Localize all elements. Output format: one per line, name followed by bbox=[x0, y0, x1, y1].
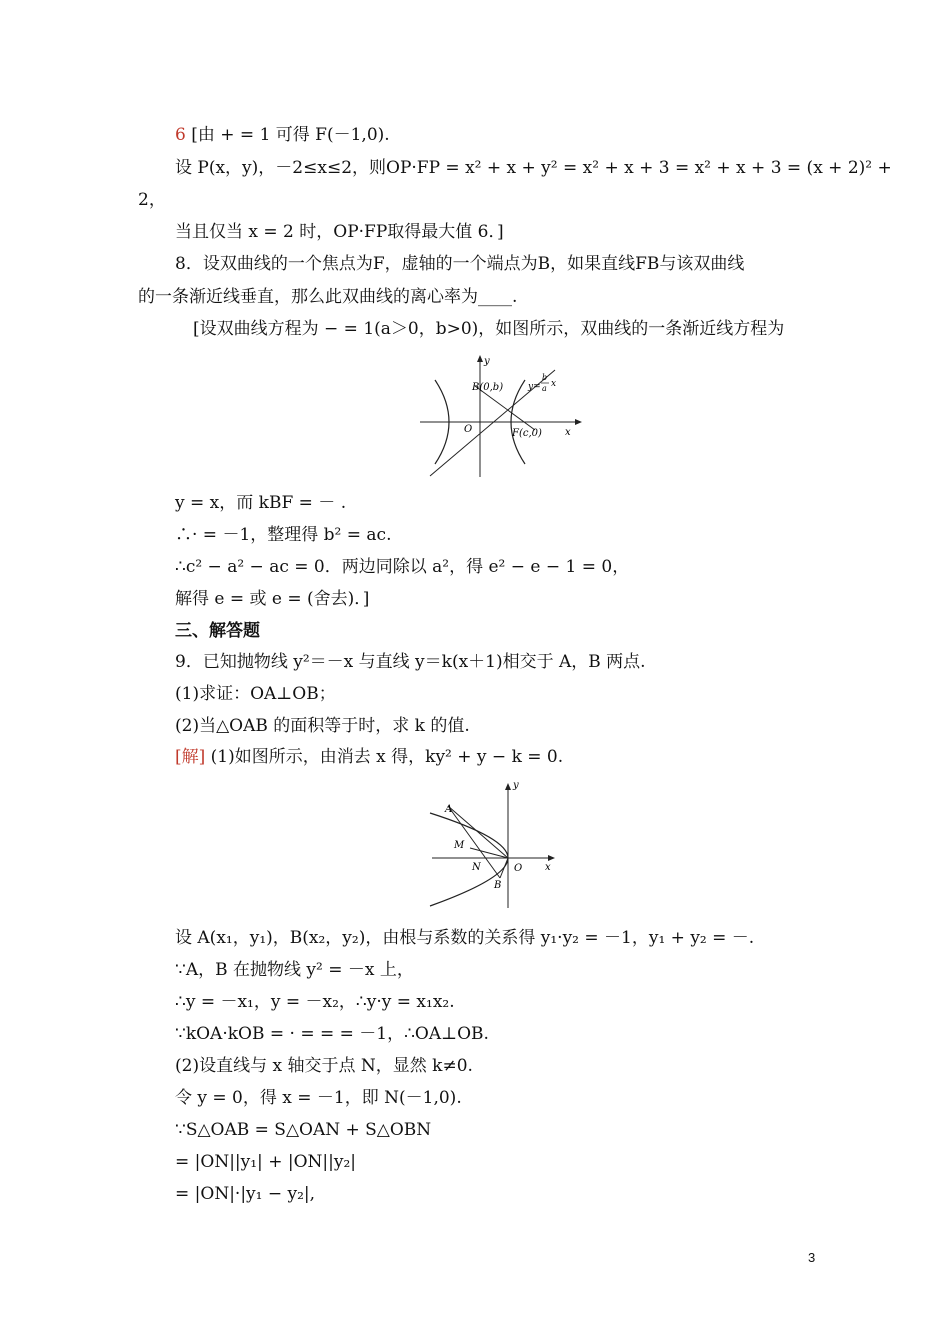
asymptote-label-x: x bbox=[551, 379, 557, 389]
text-line: 设 P(x，y)，－2≤x≤2，则OP·FP = x² + x + y² = x² + x + 3 = x² + x + 3 = (x + 2)² + bbox=[175, 158, 892, 178]
text-line: ∵kOA·kOB = · = = = －1，∴OA⊥OB. bbox=[175, 1024, 489, 1044]
text-line: ∴c² − a² − ac = 0．两边同除以 a²，得 e² − e − 1 = 0， bbox=[175, 557, 630, 577]
text-line: 设 A(x₁，y₁)，B(x₂，y₂)，由根与系数的关系得 y₁·y₂ = －1，y₁ + y₂ = －. bbox=[175, 928, 755, 948]
text-line: (2)设直线与 x 轴交于点 N，显然 k≠0. bbox=[175, 1056, 473, 1076]
question-8-cont: 的一条渐近线垂直，那么此双曲线的离心率为____. bbox=[138, 287, 518, 307]
text-line: y = x，而 kBF = － . bbox=[175, 493, 347, 513]
origin-label: O bbox=[464, 424, 473, 435]
x-axis-label: x bbox=[545, 862, 551, 873]
text-line: ∵A，B 在抛物线 y² = －x 上， bbox=[175, 960, 414, 980]
text-line: 当且仅当 x = 2 时，OP·FP取得最大值 6．] bbox=[175, 222, 504, 242]
text-line: 2， bbox=[138, 190, 166, 210]
point-m-label: M bbox=[454, 840, 465, 851]
y-axis-label: y bbox=[513, 780, 519, 791]
parabola-figure bbox=[420, 778, 560, 913]
solution-line: [解] (1)如图所示，由消去 x 得，ky² + y − k = 0. bbox=[175, 747, 564, 767]
point-a-label: A bbox=[445, 804, 453, 815]
text-line: ∵S△OAB = S△OAN + S△OBN bbox=[175, 1120, 432, 1140]
question-9-part-1: (1)求证：OA⊥OB； bbox=[175, 684, 336, 704]
y-axis-label: y bbox=[484, 356, 490, 367]
answer-line-7: 6 [由 + = 1 可得 F(－1,0). bbox=[175, 125, 390, 145]
question-9: 9．已知抛物线 y²＝－x 与直线 y＝k(x＋1)相交于 A，B 两点. bbox=[175, 652, 646, 672]
text-line: ∴· = －1，整理得 b² = ac. bbox=[175, 525, 392, 545]
text-line: = |ON||y₁| + |ON||y₂| bbox=[175, 1152, 356, 1172]
page-number: 3 bbox=[808, 1250, 816, 1265]
point-b-label: B bbox=[494, 880, 502, 891]
asymptote-label-lhs: y= bbox=[528, 382, 541, 392]
hyperbola-figure bbox=[415, 352, 585, 482]
asymptote-label-den: a bbox=[542, 384, 547, 393]
text-line: = |ON|·|y₁ − y₂|, bbox=[175, 1184, 316, 1204]
x-axis-label: x bbox=[565, 427, 571, 438]
section-heading: 三、解答题 bbox=[175, 621, 260, 641]
point-n-label: N bbox=[472, 862, 481, 873]
solution-tag: [解] bbox=[175, 747, 206, 767]
text-line: ∴y = －x₁，y = －x₂，∴y·y = x₁x₂. bbox=[175, 992, 455, 1012]
question-8: 8．设双曲线的一个焦点为F，虚轴的一个端点为B，如果直线FB与该双曲线 bbox=[175, 254, 745, 274]
asymptote-label-num: b bbox=[542, 373, 548, 382]
question-9-part-2: (2)当△OAB 的面积等于时，求 k 的值. bbox=[175, 716, 470, 736]
text-line: [设双曲线方程为 − = 1(a＞0，b>0)，如图所示，双曲线的一条渐近线方程为 bbox=[193, 319, 785, 339]
answer-number: 6 bbox=[175, 125, 186, 145]
point-b-label: B(0,b) bbox=[472, 382, 504, 393]
text-line: 解得 e = 或 e = (舍去)．] bbox=[175, 589, 370, 609]
origin-label: O bbox=[514, 863, 523, 874]
text-line: 令 y = 0，得 x = －1，即 N(－1,0). bbox=[175, 1088, 462, 1108]
focus-f-label: F(c,0) bbox=[512, 428, 542, 439]
